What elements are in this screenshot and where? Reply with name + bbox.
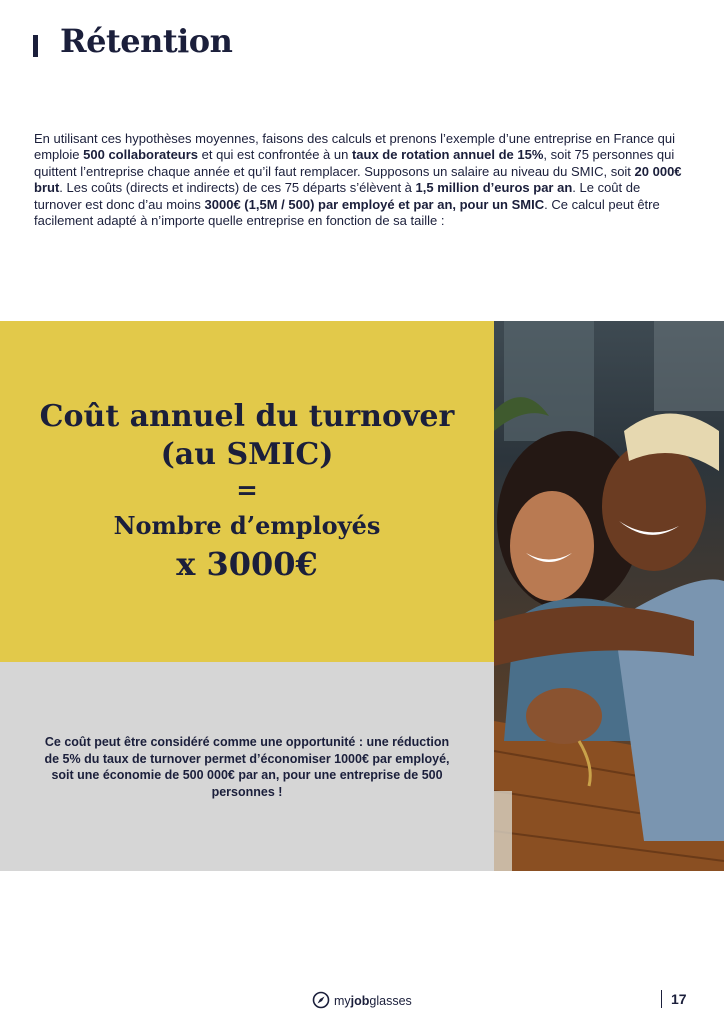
intro-text: . Ce calcul peut être facilement adapté à n’importe quelle entreprise en fonction de sa taille : bbox=[34, 196, 660, 229]
brand-prefix: my bbox=[334, 994, 351, 1008]
intro-text: . Les coûts (directs et indirects) de ces 75 départs s’élèvent à bbox=[59, 180, 416, 196]
photo-left-face bbox=[510, 491, 594, 601]
page-number-divider bbox=[661, 990, 662, 1008]
photo-two-women-smiling bbox=[494, 321, 724, 871]
brand-bold: job bbox=[350, 994, 370, 1008]
brand-suffix: glasses bbox=[369, 994, 412, 1008]
intro-highlight: 20 000€ brut bbox=[34, 163, 682, 196]
photo-window bbox=[504, 321, 594, 441]
photo-right-face bbox=[602, 441, 706, 571]
formula-equals: = bbox=[236, 476, 258, 506]
opportunity-text: Ce coût peut être considéré comme une opportunité : une réduction de 5% du taux de turnover permet d’économiser 1000€ par employé, soit une économie de 500 000€ par an, pour une entreprise de 500 personnes ! bbox=[44, 735, 450, 799]
formula-line-3: Nombre d’employés bbox=[113, 511, 381, 540]
title-accent-bar bbox=[33, 35, 38, 57]
footer-logo bbox=[312, 991, 412, 1011]
photo-glass bbox=[494, 791, 512, 871]
intro-highlight: 1,5 million d’euros par an bbox=[415, 180, 573, 196]
intro-paragraph bbox=[34, 131, 684, 229]
formula-block bbox=[0, 398, 494, 584]
photo-illustration bbox=[494, 321, 724, 871]
page-title: Rétention bbox=[60, 22, 233, 60]
intro-text: . Le coût de turnover est donc d’au moins bbox=[34, 180, 641, 212]
photo-hand bbox=[526, 688, 602, 744]
intro-highlight: 3000€ (1,5M / 500) par employé et par an, pour un SMIC bbox=[204, 196, 545, 212]
formula-line-4: x 3000€ bbox=[176, 545, 318, 583]
photo-window-right bbox=[654, 321, 724, 411]
formula-line-2: (au SMIC) bbox=[160, 437, 334, 472]
page-number: 17 bbox=[671, 991, 687, 1007]
intro-highlight: 500 collaborateurs bbox=[83, 147, 199, 163]
intro-text: et qui est confrontée à un bbox=[198, 147, 352, 163]
compass-logo-icon bbox=[312, 991, 330, 1012]
intro-text: , soit 75 personnes qui quittent l’entreprise chaque année et qu’il faut remplacer. Supposons un salaire au niveau du SMIC, soit bbox=[34, 147, 675, 179]
brand-name bbox=[334, 994, 412, 1008]
intro-text: En utilisant ces hypothèses moyennes, faisons des calculs et prenons l’exemple d’une entreprise en France qui emploie bbox=[34, 131, 675, 163]
formula-line-1: Coût annuel du turnover bbox=[39, 399, 455, 434]
intro-highlight: taux de rotation annuel de 15% bbox=[351, 147, 544, 163]
